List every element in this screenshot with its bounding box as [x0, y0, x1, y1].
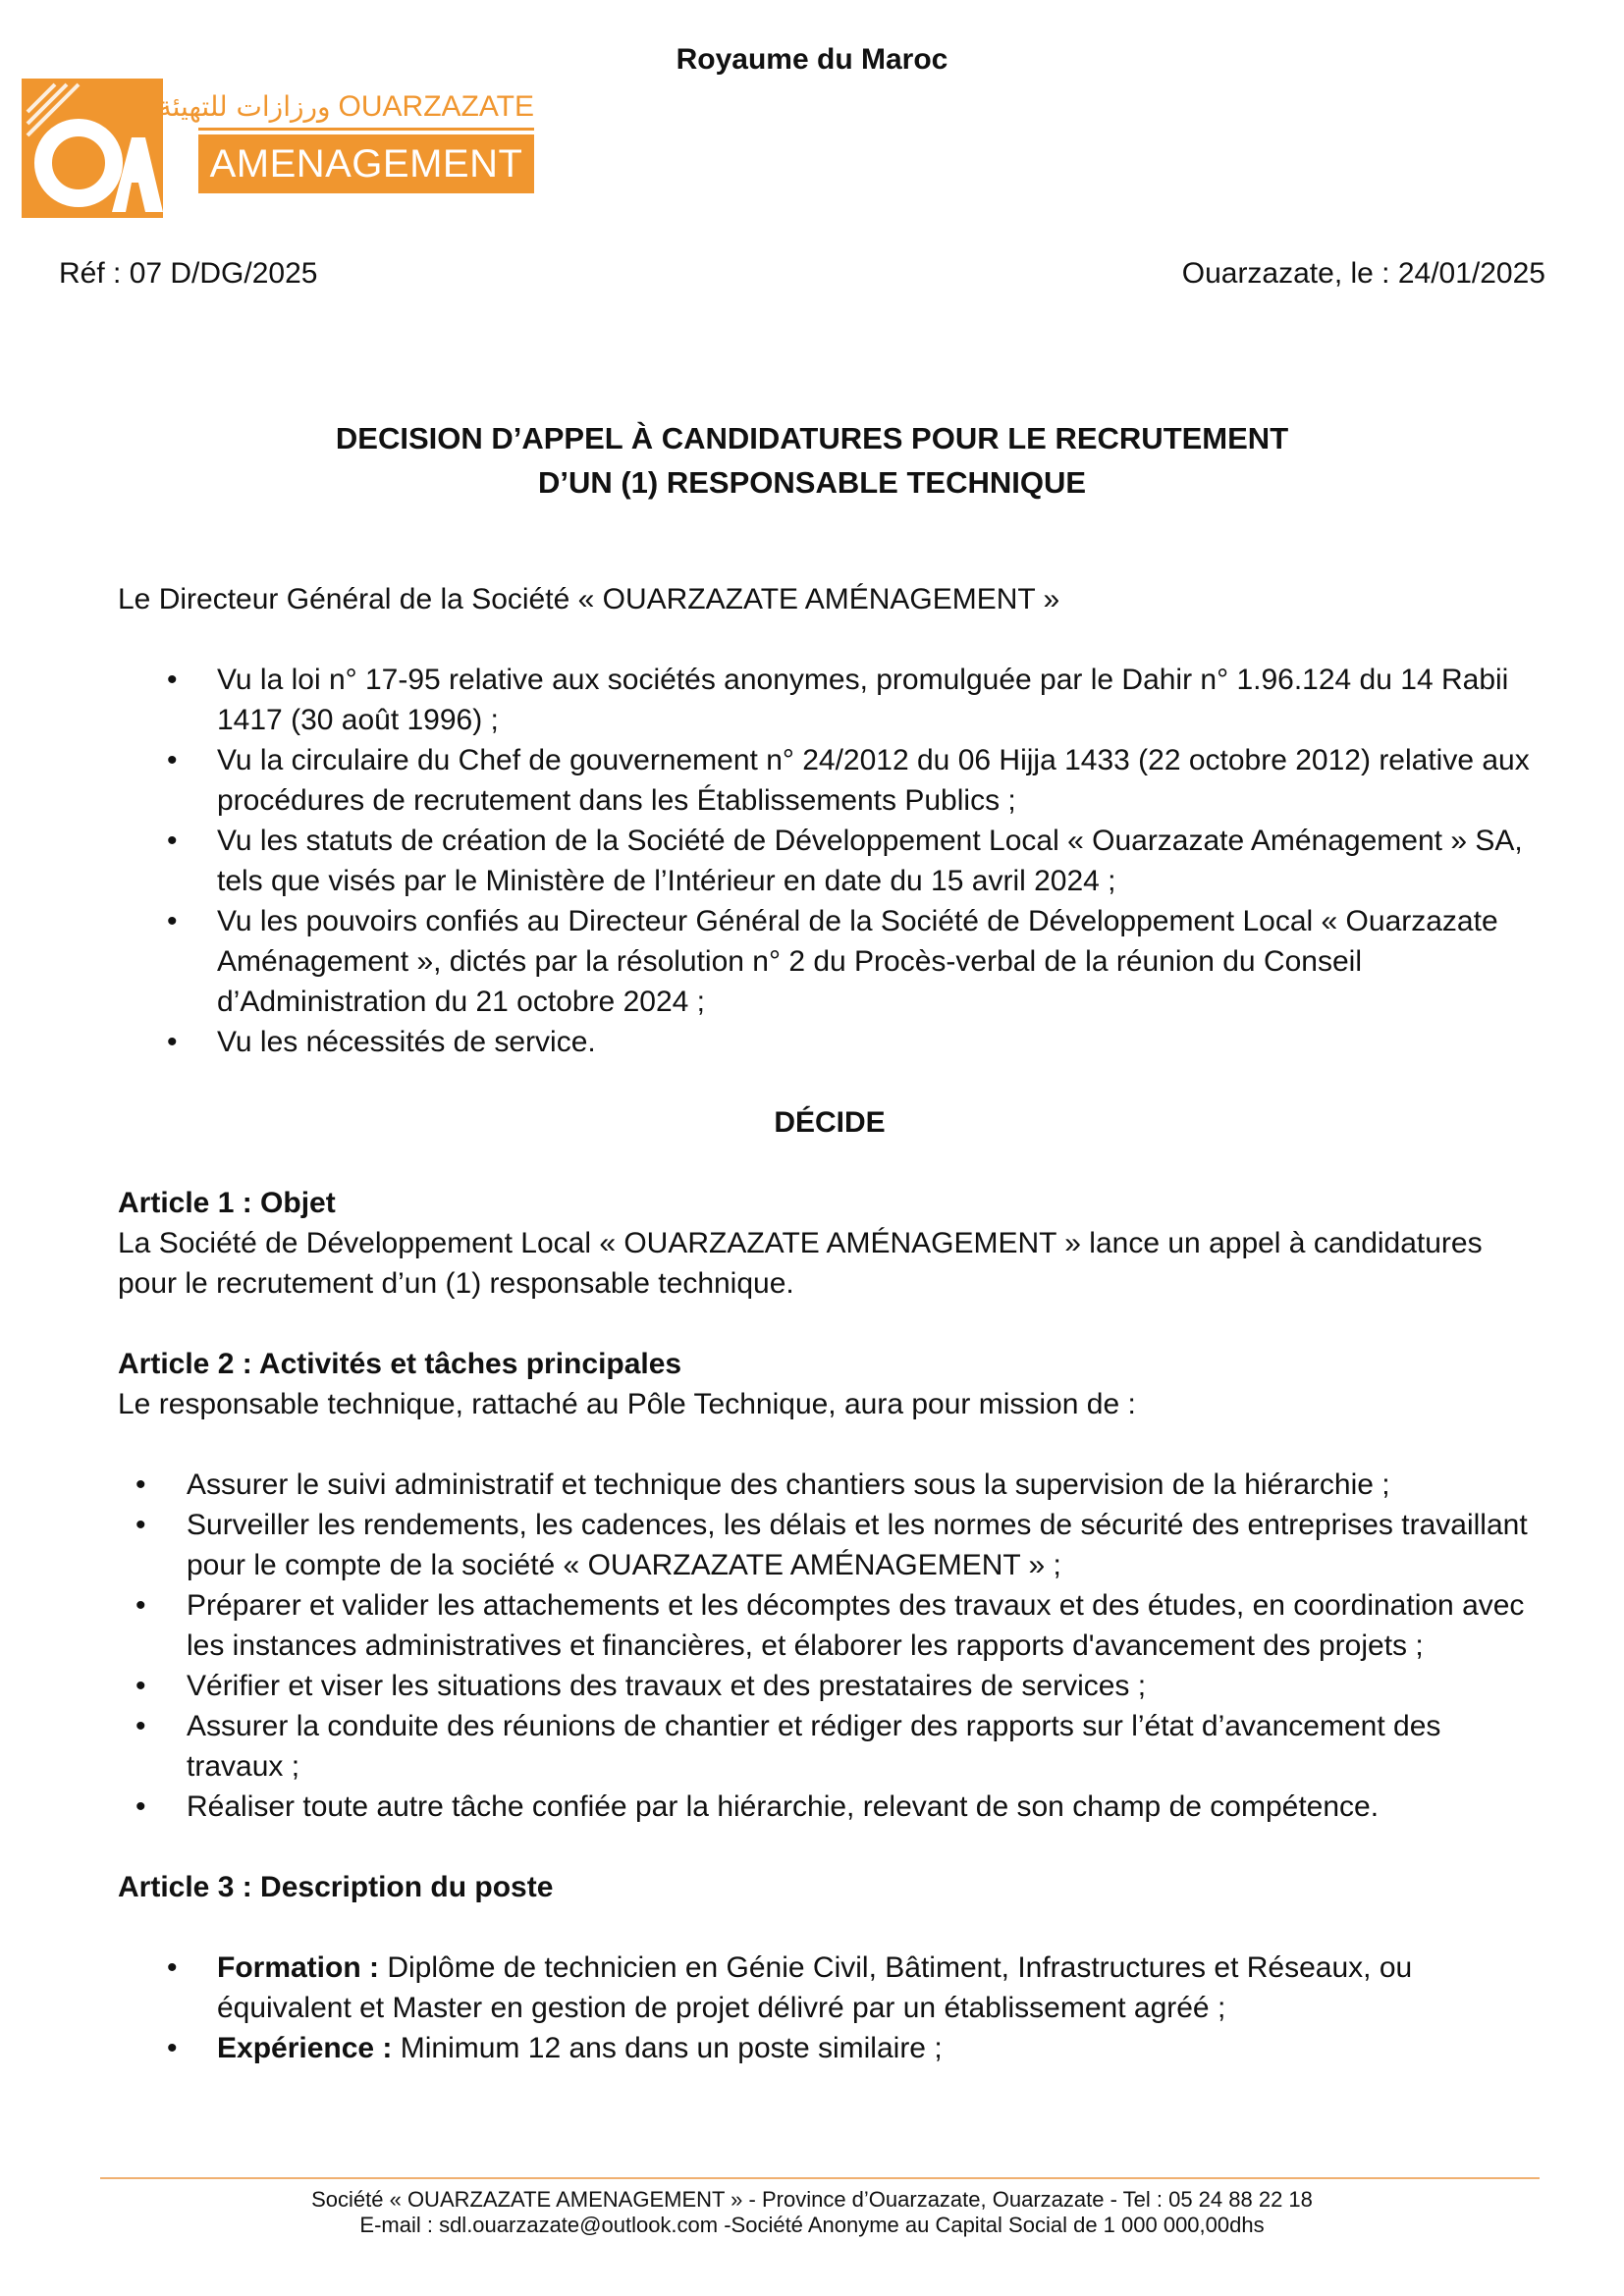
article-3-requirements-list — [118, 1948, 1542, 2068]
intro-paragraph: Le Directeur Général de la Société « OUARZAZATE AMÉNAGEMENT » — [118, 583, 1060, 615]
document-date: Ouarzazate, le : 24/01/2025 — [1181, 257, 1545, 290]
list-item: • Vu les pouvoirs confiés au Directeur Général de la Société de Développement Local « Ouarzazate Aménagement », dictés par la résolution n° 2 du Procès-verbal de la réunion du Conseil d’Administration du 21 octobre 2024 ; — [118, 901, 1542, 1022]
article-1-text: La Société de Développement Local « OUARZAZATE AMÉNAGEMENT » lance un appel à candidatures pour le recrutement d’un (1) responsable technique. — [118, 1227, 1483, 1300]
reference-number: Réf : 07 D/DG/2025 — [59, 257, 318, 290]
decide-heading: DÉCIDE — [774, 1106, 886, 1139]
requirement-label: Formation : — [217, 1951, 379, 1984]
footer-line-1: Société « OUARZAZATE AMENAGEMENT » - Province d’Ouarzazate, Ouarzazate - Tel : 05 24 88 22 18 — [311, 2187, 1313, 2212]
requirement-text: Minimum 12 ans dans un poste similaire ; — [392, 2032, 943, 2064]
article-2-intro: Le responsable technique, rattaché au Pôle Technique, aura pour mission de : — [118, 1388, 1136, 1420]
list-item: • Surveiller les rendements, les cadences, les délais et les normes de sécurité des entreprises travaillant pour le compte de la société « OUARZAZATE AMÉNAGEMENT » ; — [118, 1505, 1542, 1585]
list-item: • Vu la loi n° 17-95 relative aux sociétés anonymes, promulguée par le Dahir n° 1.96.124 du 14 Rabii 1417 (30 août 1996) ; — [118, 660, 1542, 740]
brand-divider — [198, 128, 534, 131]
footer-line-2: E-mail : sdl.ouarzazate@outlook.com -Société Anonyme au Capital Social de 1 000 000,00dhs — [359, 2213, 1265, 2237]
title-line-2: D’UN (1) RESPONSABLE TECHNIQUE — [537, 465, 1087, 500]
brand-logo — [157, 90, 534, 193]
article-1-heading: Article 1 : Objet — [118, 1187, 336, 1219]
document-title — [0, 416, 1624, 505]
requirement-text: Diplôme de technicien en Génie Civil, Bâtiment, Infrastructures et Réseaux, ou équivalent et Master en gestion de projet délivré par un établissement agréé ; — [217, 1951, 1413, 2024]
article-3-heading: Article 3 : Description du poste — [118, 1871, 554, 1903]
list-item — [118, 1948, 1542, 2028]
brand-arabic-name: ورزازات للتهيئة — [157, 90, 331, 123]
title-line-1: DECISION D’APPEL À CANDIDATURES POUR LE RECRUTEMENT — [335, 421, 1289, 455]
oa-logo-icon — [22, 79, 163, 218]
article-2-tasks-list — [118, 1465, 1542, 1827]
list-item: • Assurer la conduite des réunions de chantier et rédiger des rapports sur l’état d’avancement des travaux ; — [118, 1706, 1542, 1787]
list-item: • Vérifier et viser les situations des travaux et des prestataires de services ; — [118, 1666, 1542, 1706]
article-2-heading: Article 2 : Activités et tâches principales — [118, 1348, 682, 1380]
list-item: • Assurer le suivi administratif et technique des chantiers sous la supervision de la hiérarchie ; — [118, 1465, 1542, 1505]
list-item — [118, 2028, 1542, 2068]
considerants-list — [118, 660, 1542, 1062]
list-item: • Réaliser toute autre tâche confiée par la hiérarchie, relevant de son champ de compétence. — [118, 1787, 1542, 1827]
document-body — [118, 579, 1542, 2068]
brand-name-top: OUARZAZATE — [338, 90, 534, 123]
kingdom-heading: Royaume du Maroc — [676, 43, 948, 76]
brand-name-bar: AMENAGEMENT — [198, 134, 534, 193]
list-item: • Préparer et valider les attachements et les décomptes des travaux et des études, en coordination avec les instances administratives et financières, et élaborer les rapports d'avancement des projets ; — [118, 1585, 1542, 1666]
footer-divider — [100, 2177, 1540, 2179]
footer — [0, 2187, 1624, 2238]
list-item: • Vu la circulaire du Chef de gouvernement n° 24/2012 du 06 Hijja 1433 (22 octobre 2012) relative aux procédures de recrutement dans les Établissements Publics ; — [118, 740, 1542, 821]
list-item: • Vu les statuts de création de la Société de Développement Local « Ouarzazate Aménagement » SA, tels que visés par le Ministère de l’Intérieur en date du 15 avril 2024 ; — [118, 821, 1542, 901]
list-item: • Vu les nécessités de service. — [118, 1022, 1542, 1062]
requirement-label: Expérience : — [217, 2032, 393, 2064]
